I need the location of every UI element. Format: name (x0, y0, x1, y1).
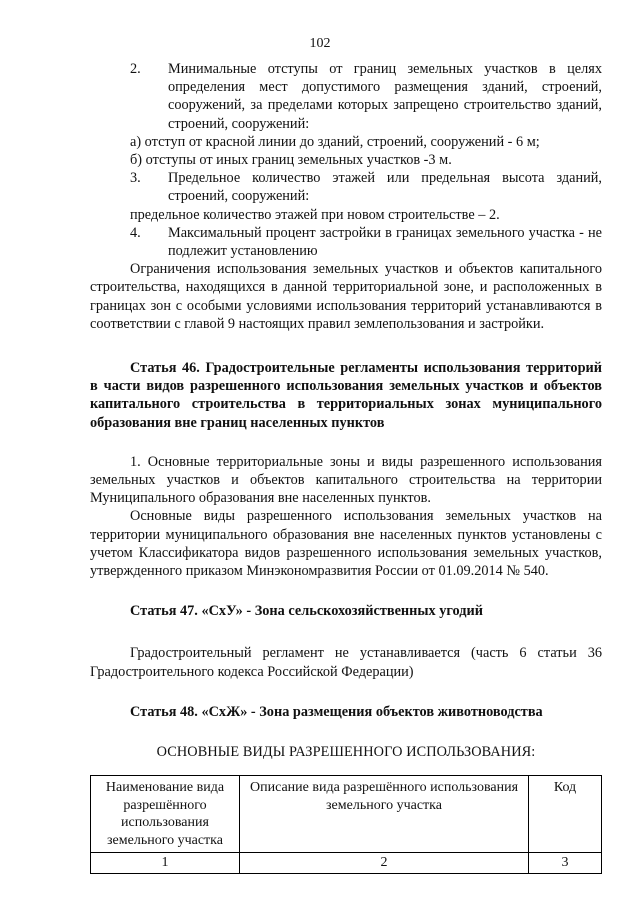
table-number-row (91, 853, 602, 874)
table-col-number-2: 2 (240, 853, 529, 874)
document-body (90, 60, 602, 874)
table-header-code: Код (529, 776, 602, 853)
item-2-text: Минимальные отступы от границ земельных участков в целях определения мест допустимого размещения зданий, строений, сооружений, за пределами которых запрещено строительство зданий, строений, сооружений: (168, 61, 602, 132)
table-col-number-1: 1 (91, 853, 240, 874)
page-number: 102 (309, 36, 331, 51)
item-4-text: Максимальный процент застройки в границах земельного участка - не подлежит установлению (168, 224, 602, 260)
item-2-number: 2. (130, 61, 141, 77)
item-3 (90, 169, 602, 205)
item-2a: а) отступ от красной линии до зданий, строений, сооружений - 6 м; (130, 133, 540, 150)
article-48-heading: Статья 48. «СхЖ» - Зона размещения объектов животноводства (130, 703, 543, 720)
article-46-heading: Статья 46. Градостроительные регламенты использования территорий в части видов разрешенного использования земельных участков и объектов капитального строительства в территориальных зонах муниципального образования вне границ населенных пунктов (90, 360, 602, 431)
table-header-row (91, 776, 602, 853)
table-header-description: Описание вида разрешённого использования земельного участка (240, 776, 529, 853)
item-3-sub: предельное количество этажей при новом строительстве – 2. (130, 206, 500, 223)
article-47-text: Градостроительный регламент не устанавливается (часть 6 статьи 36 Градостроительного кодекса Российской Федерации) (90, 645, 602, 680)
restrictions-paragraph: Ограничения использования земельных участков и объектов капитального строительства, находящихся в данной территориальной зоне, и расположенных в границах зон с особыми условиями использования территорий устанавливаются в соответствии с главой 9 настоящих правил землепользования и застройки. (90, 261, 602, 332)
item-2b: б) отступы от иных границ земельных участков -3 м. (130, 152, 452, 169)
table-header-name: Наименование вида разрешённого использования земельного участка (91, 776, 240, 853)
article-46-p2: Основные виды разрешенного использования земельных участков на территории муниципального образования вне населенных пунктов установлены с учетом Классификатора видов разрешенного использования земельных участков, утвержденного приказом Минэкономразвития России от 01.09.2014 № 540. (90, 508, 602, 580)
item-2 (90, 60, 602, 133)
item-4-number: 4. (130, 224, 141, 241)
table-title: ОСНОВНЫЕ ВИДЫ РАЗРЕШЕННОГО ИСПОЛЬЗОВАНИЯ: (156, 744, 536, 761)
item-3-text: Предельное количество этажей или предельная высота зданий, строений, сооружений: (168, 170, 602, 205)
article-47-heading: Статья 47. «СхУ» - Зона сельскохозяйственных угодий (130, 603, 484, 620)
table-col-number-3: 3 (529, 853, 602, 874)
uses-table (90, 775, 602, 874)
item-3-number: 3. (130, 170, 141, 187)
article-46-p1: 1. Основные территориальные зоны и виды разрешенного использования земельных участков и объектов капитального строительства на территории Муниципального образования вне населенных пунктов. (90, 453, 602, 507)
item-4 (90, 224, 602, 260)
